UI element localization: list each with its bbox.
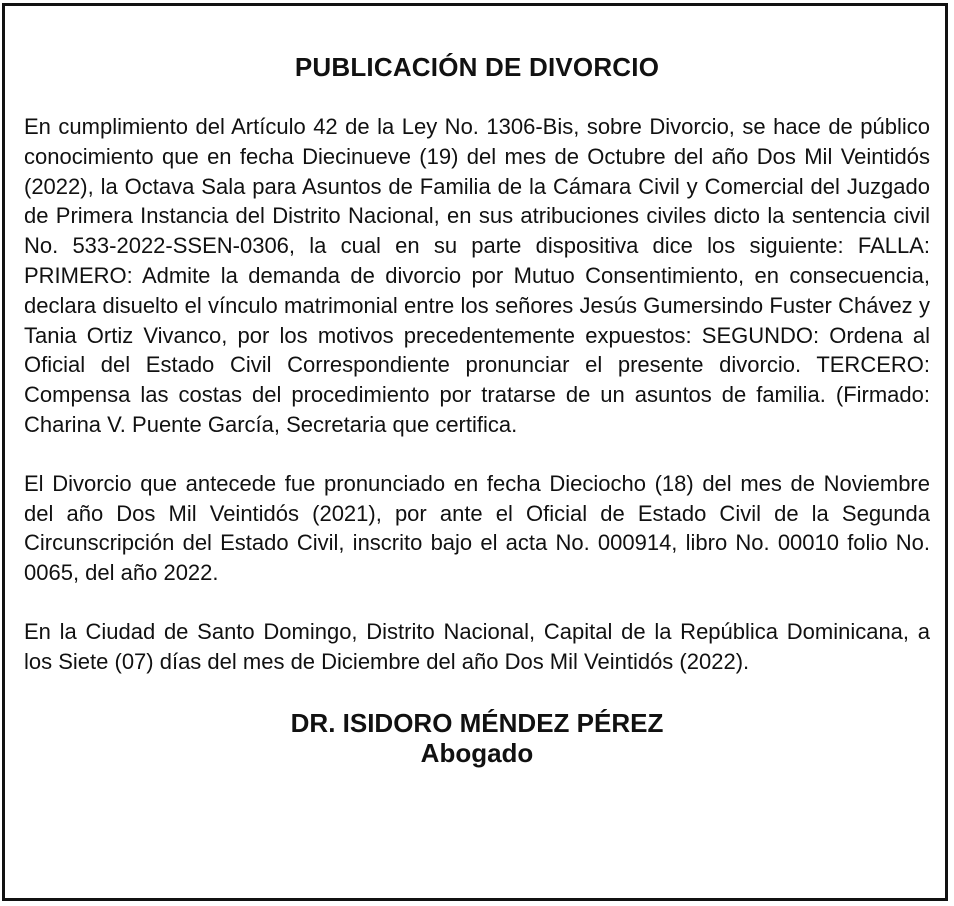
- notice-frame: [2, 3, 948, 901]
- signature-role: Abogado: [420, 737, 534, 768]
- notice-content: [24, 6, 930, 768]
- paragraph-ruling: En cumplimiento del Artículo 42 de la Ley No. 1306-Bis, sobre Divorcio, se hace de público conocimiento que en fecha Diecinueve (19) del mes de Octubre del año Dos Mil Veintidós (2022), la Octava Sala para Asuntos de Familia de la Cámara Civil y Comercial del Juzgado de Primera Instancia del Distrito Nacional, en sus atribuciones civiles dicto la sentencia civil No. 533-2022-SSEN-0306, la cual en su parte dispositiva dice los siguiente: FALLA: PRIMERO: Admite la demanda de divorcio por Mutuo Consentimiento, en consecuencia, declara disuelto el vínculo matrimonial entre los señores Jesús Gumersindo Fuster Chávez y Tania Ortiz Vivanco, por los motivos precedentemente expuestos: SEGUNDO: Ordena al Oficial del Estado Civil Correspondiente pronunciar el presente divorcio. TERCERO: Compensa las costas del procedimiento por tratarse de un asuntos de familia. (Firmado: Charina V. Puente García, Secretaria que certifica.: [24, 114, 930, 437]
- notice-title: PUBLICACIÓN DE DIVORCIO: [294, 52, 660, 82]
- paragraph-place-date: En la Ciudad de Santo Domingo, Distrito Nacional, Capital de la República Dominicana, a los Siete (07) días del mes de Diciembre del año Dos Mil Veintidós (2022).: [24, 618, 930, 674]
- signature-name: DR. ISIDORO MÉNDEZ PÉREZ: [290, 707, 664, 738]
- paragraph-pronouncement: El Divorcio que antecede fue pronunciado en fecha Dieciocho (18) del mes de Noviembre del año Dos Mil Veintidós (2021), por ante el Oficial de Estado Civil de la Segunda Circunscripción del Estado Civil, inscrito bajo el acta No. 000914, libro No. 00010 folio No. 0065, del año 2022.: [24, 470, 930, 586]
- signature-block: [24, 708, 930, 768]
